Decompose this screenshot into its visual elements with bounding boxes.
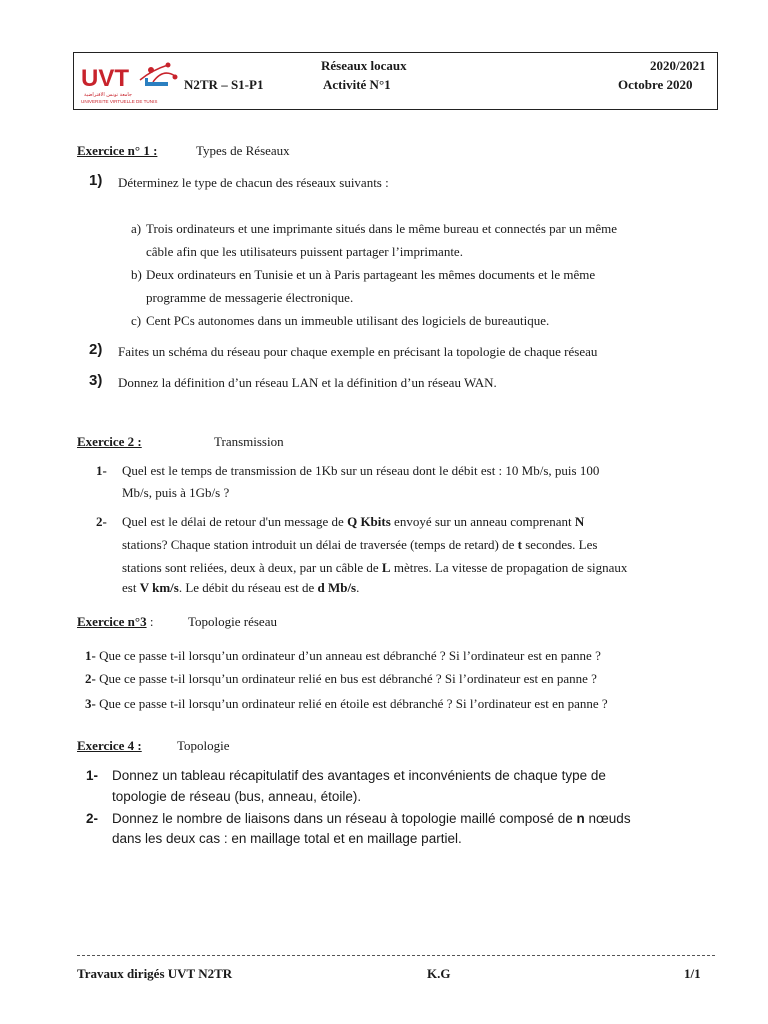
ex1-q1-text: Déterminez le type de chacun des réseaux suivants : [118,175,389,190]
activity-label: Activité N°1 [323,77,391,92]
ex2-q1-line1: Quel est le temps de transmission de 1Kb sur un réseau dont le débit est : 10 Mb/s, puis 100 [122,463,600,478]
ex4-q2-line1: Donnez le nombre de liaisons dans un réseau à topologie maillé composé de n nœuds [112,811,631,826]
ex4-q2-number: 2- [86,811,99,826]
logo-subtitle: UNIVERSITE VIRTUELLE DE TUNIS [81,99,158,104]
ex4-q1-line2: topologie de réseau (bus, anneau, étoile). [112,789,362,804]
ex1-item-a-line2: câble afin que les utilisateurs puissent partager l’imprimante. [146,244,463,259]
ex2-title: Exercice 2 : [77,434,142,449]
course-title: Réseaux locaux [321,58,407,73]
ex4-subtitle: Topologie [177,738,230,753]
ex3-title: Exercice n°3 [77,614,147,629]
academic-year: 2020/2021 [650,58,706,73]
ex3-item-2: 2- Que ce passe t-il lorsqu’un ordinateur relié en bus est débranché ? Si l’ordinateur est en panne ? [85,671,597,686]
ex3-heading: Exercice n°3 : [77,614,154,629]
footer-page-number: 1/1 [684,966,701,981]
ex3-item-3: 3- Que ce passe t-il lorsqu’un ordinateur relié en étoile est débranché ? Si l’ordinateur est en panne ? [85,696,608,711]
ex2-subtitle: Transmission [214,434,284,449]
ex1-item-a-label: a) [131,221,142,236]
ex3-item-1: 1- Que ce passe t-il lorsqu’un ordinateur d’un anneau est débranché ? Si l’ordinateur est en panne ? [85,648,601,663]
ex1-item-c-label: c) [131,313,142,328]
uvt-logo [78,56,186,106]
ex4-title: Exercice 4 : [77,738,142,753]
footer-left: Travaux dirigés UVT N2TR [77,966,233,981]
ex1-item-b-line2: programme de messagerie électronique. [146,290,354,305]
footer-divider [77,955,715,956]
logo-arabic: جامعة تونس الافتراضية [84,92,133,98]
ex4-q2-line2: dans les deux cas : en maillage total et en maillage partiel. [112,831,462,846]
ex1-q2-number: 2) [89,341,103,358]
ex2-q2-line4: est V km/s. Le débit du réseau est de d Mb/s. [122,580,360,595]
ex1-item-b-line1: Deux ordinateurs en Tunisie et un à Paris partageant les mêmes documents et le même [146,267,596,282]
ex2-q2-line1: Quel est le délai de retour d'un message de Q Kbits envoyé sur un anneau comprenant N [122,514,585,529]
ex4-q1-line1: Donnez un tableau récapitulatif des avantages et inconvénients de chaque type de [112,768,606,783]
ex1-item-b-label: b) [131,267,142,282]
ex1-q1-number: 1) [89,172,103,189]
logo-text: UVT [81,65,129,92]
ex1-title: Exercice n° 1 : [77,143,158,158]
ex4-q1-number: 1- [86,768,99,783]
ex1-item-c-text: Cent PCs autonomes dans un immeuble utilisant des logiciels de bureautique. [146,313,550,328]
ex2-q2-line2: stations? Chaque station introduit un délai de traversée (temps de retard) de t secondes. Les [122,537,598,552]
ex2-q2-number: 2- [96,514,107,529]
ex1-q2-text: Faites un schéma du réseau pour chaque exemple en précisant la topologie de chaque réseau [118,344,598,359]
class-label: N2TR – S1-P1 [184,77,264,92]
ex1-subtitle: Types de Réseaux [196,143,290,158]
ex1-q3-text: Donnez la définition d’un réseau LAN et la définition d’un réseau WAN. [118,375,497,390]
ex1-item-a-line1: Trois ordinateurs et une imprimante situés dans le même bureau et connectés par un même [146,221,617,236]
document-header [73,52,718,110]
ex2-q1-line2: Mb/s, puis à 1Gb/s ? [122,485,230,500]
ex2-q2-line3: stations sont reliées, deux à deux, par un câble de L mètres. La vitesse de propagation de signaux [122,560,628,575]
ex1-q3-number: 3) [89,372,103,389]
footer-author: K.G [427,966,451,981]
ex2-q1-number: 1- [96,463,107,478]
ex3-subtitle: Topologie réseau [188,614,277,629]
date-label: Octobre 2020 [618,77,693,92]
